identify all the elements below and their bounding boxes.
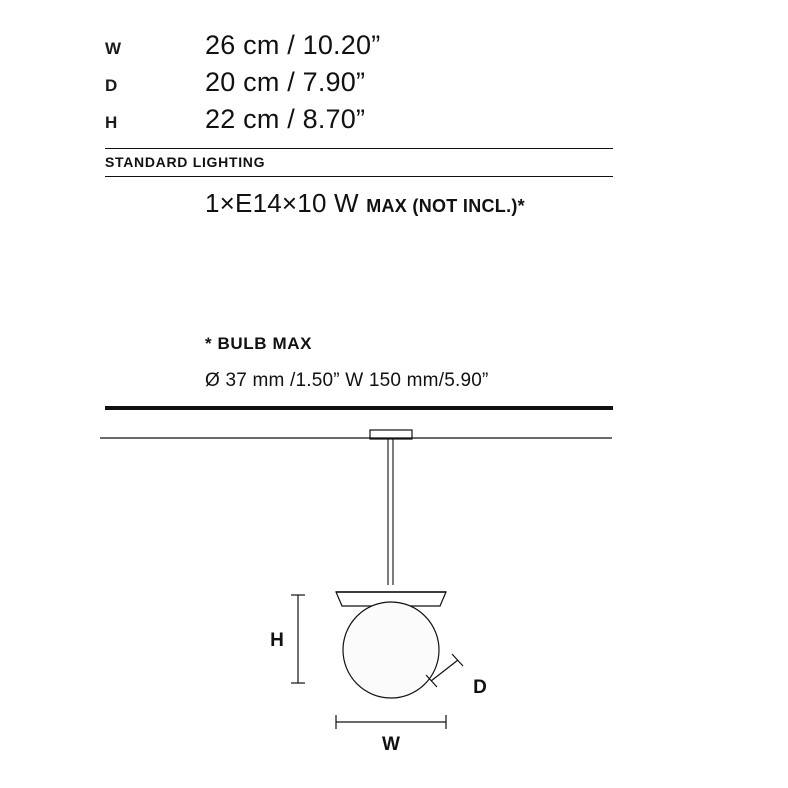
height-label: H: [270, 630, 284, 651]
divider-under-dimensions: [105, 148, 613, 149]
depth-dimension-tick-far: [452, 654, 463, 666]
table-row: [105, 104, 613, 141]
dimension-value-h: 22 cm / 8.70”: [205, 104, 366, 134]
table-row: [105, 67, 613, 104]
table-row: [105, 30, 613, 67]
glass-globe: [343, 602, 439, 698]
bulb-note-dimensions: Ø 37 mm /1.50” W 150 mm/5.90”: [205, 370, 489, 391]
width-label: W: [382, 734, 400, 755]
lamp-spec-note: MAX (NOT INCL.)*: [366, 196, 525, 216]
dimension-value-w: 26 cm / 10.20”: [205, 30, 381, 60]
standard-lighting-heading: STANDARD LIGHTING: [105, 154, 266, 170]
dimension-value-d: 20 cm / 7.90”: [205, 67, 366, 97]
dimension-key-w: W: [105, 39, 122, 58]
lamp-spec-main: 1×E14×10 W: [205, 188, 367, 218]
product-technical-drawing: [0, 410, 788, 788]
lamp-specification: [205, 188, 525, 219]
dimension-key-d: D: [105, 76, 118, 95]
dimension-key-h: H: [105, 113, 118, 132]
dimensions-table: [105, 30, 613, 141]
divider-under-standard-lighting: [105, 176, 613, 177]
depth-label: D: [473, 677, 487, 698]
bulb-note-title: * BULB MAX: [205, 334, 313, 353]
